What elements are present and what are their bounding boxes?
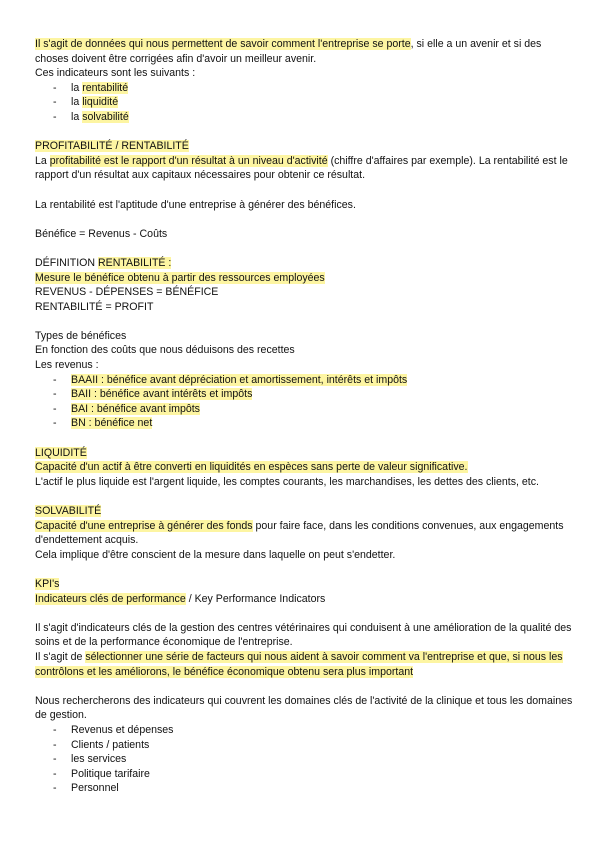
- section-heading-liquidite: LIQUIDITÉ: [35, 446, 87, 459]
- liquidite-line: L'actif le plus liquide est l'argent liquide, les comptes courants, les marchandises, les dettes des clients, etc.: [35, 475, 539, 488]
- liquidite-definition: Capacité d'un actif à être converti en liquidités en espèces sans perte de valeur significative.: [35, 461, 468, 474]
- solvabilite-paragraph: Capacité d'une entreprise à générer des fonds pour faire face, dans les conditions convenues, aux engagements d'endettement acquis.: [35, 519, 564, 547]
- definition-line: REVENUS - DÉPENSES = BÉNÉFICE: [35, 286, 219, 299]
- kpi-subtitle: Indicateurs clés de performance / Key Performance Indicators: [35, 592, 326, 605]
- kpi-paragraph: Nous rechercherons des indicateurs qui couvrent les domaines clés de l'activité de la clinique et tous les domaines de gestion.: [35, 694, 573, 722]
- types-heading: Types de bénéfices: [35, 329, 127, 342]
- kpi-paragraph: Il s'agit de sélectionner une série de facteurs qui nous aident à savoir comment va l'entreprise et que, si nous les contrôlons et les améliorons, le bénéfice économique obtenu sera plus important: [35, 650, 563, 678]
- list-item: - les services: [35, 752, 576, 767]
- section-heading-definition: DÉFINITION RENTABILITÉ :: [35, 256, 172, 269]
- indicators-intro: Ces indicateurs sont les suivants :: [35, 67, 196, 80]
- definition-line: Mesure le bénéfice obtenu à partir des ressources employées: [35, 271, 325, 284]
- list-item: - Revenus et dépenses: [35, 723, 576, 738]
- list-item: - BAII : bénéfice avant intérêts et impôts: [35, 387, 576, 402]
- list-item: - Politique tarifaire: [35, 767, 576, 782]
- types-line: Les revenus :: [35, 359, 99, 372]
- kpi-domains-list: [35, 723, 576, 796]
- section-heading-profitabilite: PROFITABILITÉ / RENTABILITÉ: [35, 140, 189, 153]
- list-item: - BAAII : bénéfice avant dépréciation et amortissement, intérêts et impôts: [35, 373, 576, 388]
- intro-paragraph: Il s'agit de données qui nous permettent de savoir comment l'entreprise se porte, si elle a un avenir et si des choses doivent être corrigées afin d'avoir un meilleur avenir.: [35, 38, 542, 65]
- list-item: - la rentabilité: [35, 81, 576, 96]
- list-item: - BN : bénéfice net: [35, 416, 576, 431]
- list-item: - BAI : bénéfice avant impôts: [35, 402, 576, 417]
- benefice-formula: Bénéfice = Revenus - Coûts: [35, 227, 168, 240]
- rentabilite-definition: La rentabilité est l'aptitude d'une entreprise à générer des bénéfices.: [35, 198, 356, 211]
- indicators-list: [35, 81, 576, 125]
- list-item: - Personnel: [35, 781, 576, 796]
- definition-line: RENTABILITÉ = PROFIT: [35, 300, 154, 313]
- kpi-paragraph: Il s'agit d'indicateurs clés de la gestion des centres vétérinaires qui conduisent à une amélioration de la qualité des soins et de la performance économique de l'entreprise.: [35, 621, 572, 649]
- section-heading-solvabilite: SOLVABILITÉ: [35, 505, 102, 517]
- highlight: Il s'agit de données qui nous permettent de savoir comment l'entreprise se porte: [35, 38, 411, 50]
- section-heading-kpi: KPI's: [35, 577, 60, 590]
- list-item: - la liquidité: [35, 95, 576, 110]
- list-item: - Clients / patients: [35, 738, 576, 753]
- list-item: - la solvabilité: [35, 110, 576, 125]
- benefice-types-list: [35, 373, 576, 431]
- solvabilite-line: Cela implique d'être conscient de la mesure dans laquelle on peut s'endetter.: [35, 548, 396, 561]
- types-line: En fonction des coûts que nous déduisons des recettes: [35, 344, 295, 357]
- profitabilite-paragraph: La profitabilité est le rapport d'un résultat à un niveau d'activité (chiffre d'affaires par exemple). La rentabilité est le rapport d'un résultat aux capitaux nécessaires pour obtenir ce résultat.: [35, 154, 568, 182]
